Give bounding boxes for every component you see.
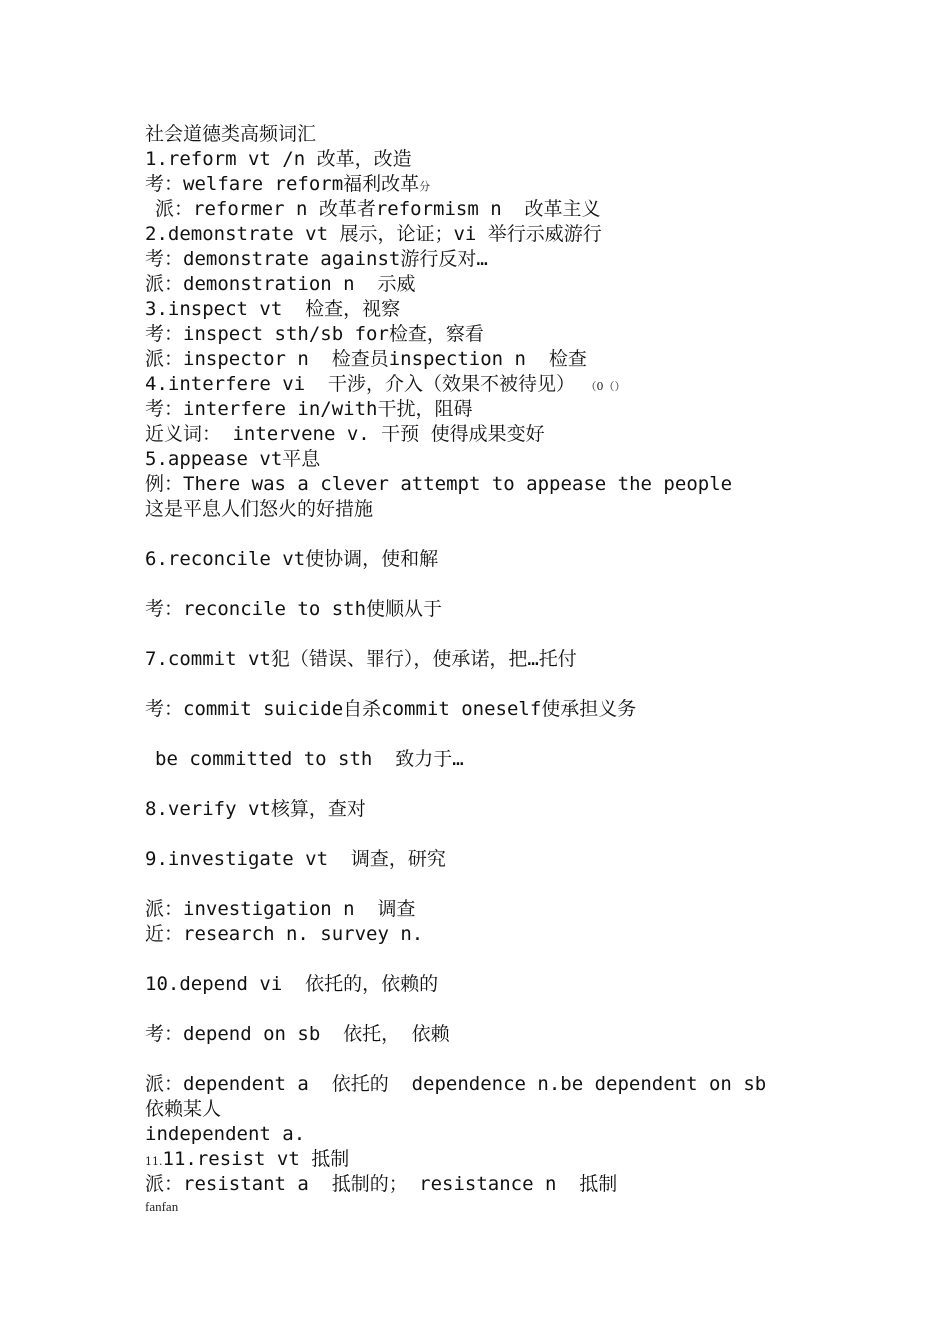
entry-line: 近：research n. survey n. xyxy=(145,923,424,945)
example-translation: 这是平息人们怒火的好措施 xyxy=(145,498,374,520)
entry-line-with-mark xyxy=(145,172,430,199)
entry-line: 3.inspect vt 检查，视察 xyxy=(145,298,401,320)
entry-line: 派：resistant a 抵制的； resistance n 抵制 xyxy=(145,1173,618,1195)
entry-line: 依赖某人 xyxy=(145,1098,222,1120)
entry-line: 考：commit suicide自杀commit oneself使承担义务 xyxy=(145,698,637,720)
entry-line: 考：depend on sb 依托， 依赖 xyxy=(145,1023,450,1045)
example-sentence: 例：There was a clever attempt to appease the people xyxy=(145,473,733,495)
document-title: 社会道德类高频词汇 xyxy=(145,123,317,145)
entry-line: 8.verify vt核算，查对 xyxy=(145,798,366,820)
entry-line: 考：reconcile to sth使顺从于 xyxy=(145,598,443,620)
entry-line: 考：demonstrate against游行反对… xyxy=(145,248,488,270)
entry-line: 5.appease vt平息 xyxy=(145,448,321,470)
entry-line: be committed to sth 致力于… xyxy=(155,748,464,770)
entry-line: 6.reconcile vt使协调，使和解 xyxy=(145,548,439,570)
entry-line: 派：dependent a 依托的 dependence n.be dependent on sb xyxy=(145,1073,767,1095)
footer-text: fanfan xyxy=(145,1199,179,1214)
entry-line: 1.reform vt /n 改革，改造 xyxy=(145,148,412,170)
entry-line: 10.depend vi 依托的，依赖的 xyxy=(145,973,439,995)
entry-line: 2.demonstrate vt 展示，论证；vi 举行示威游行 xyxy=(145,223,602,245)
entry-line: 考：inspect sth/sb for检查，察看 xyxy=(145,323,484,345)
mark-num-11: 11. xyxy=(145,1155,163,1168)
mark-fen: 分 xyxy=(419,180,431,193)
entry-line: 派：inspector n 检查员inspection n 检查 xyxy=(145,348,587,370)
entry-text: 11.resist vt 抵制 xyxy=(162,1148,350,1170)
entry-text: 考：welfare reform福利改革 xyxy=(145,173,420,195)
mark-zero-paren: （0（） xyxy=(591,380,626,393)
entry-line: 派：demonstration n 示威 xyxy=(145,273,416,295)
entry-line-with-mark xyxy=(145,372,626,399)
entry-line: 考：interfere in/with干扰，阻碍 xyxy=(145,398,473,420)
entry-line: 7.commit vt犯（错误、罪行），使承诺，把…托付 xyxy=(145,648,577,670)
entry-line: independent a. xyxy=(145,1123,306,1145)
entry-line-with-mark xyxy=(145,1147,349,1174)
entry-line: 派：reformer n 改革者reformism n 改革主义 xyxy=(155,198,601,220)
entry-line: 派：investigation n 调查 xyxy=(145,898,416,920)
entry-line: 9.investigate vt 调查，研究 xyxy=(145,848,446,870)
entry-text: 4.interfere vi 干涉，介入（效果不被待见） xyxy=(145,373,576,395)
entry-line: 近义词： intervene v. 干预 使得成果变好 xyxy=(145,423,545,445)
